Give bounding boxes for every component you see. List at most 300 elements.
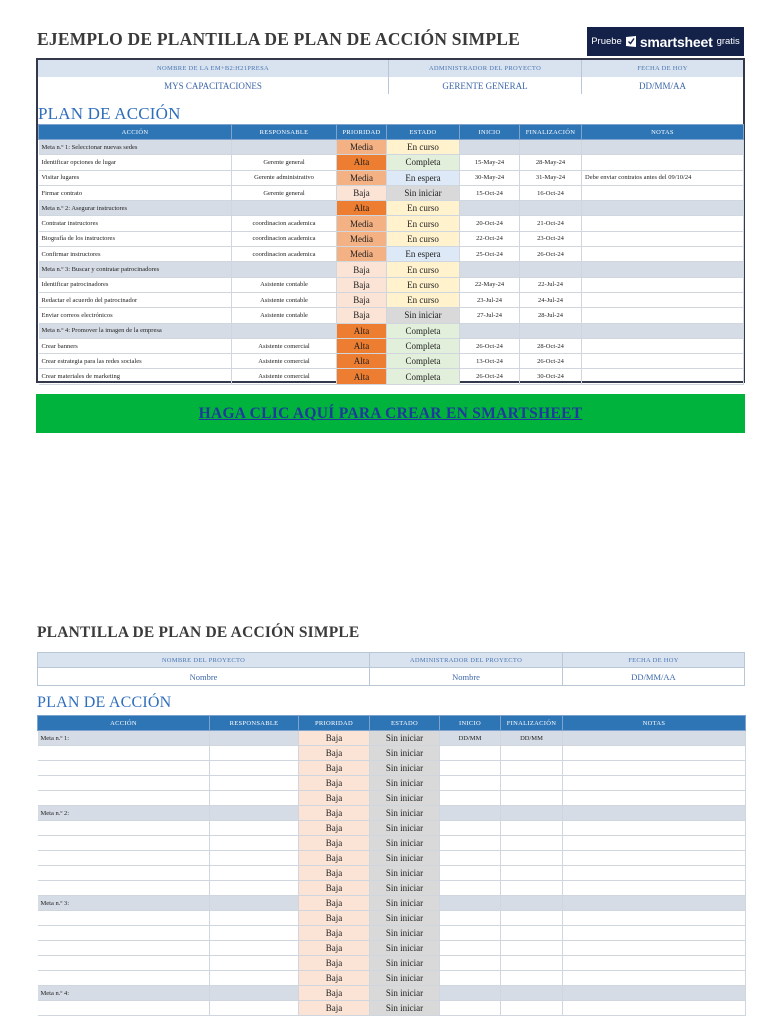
column-header: PRIORIDAD xyxy=(337,125,387,140)
start-date-cell[interactable] xyxy=(440,941,501,956)
priority-cell[interactable]: Baja xyxy=(299,776,370,791)
project-admin-value[interactable]: GERENTE GENERAL xyxy=(389,77,582,94)
responsible-cell[interactable] xyxy=(210,926,299,941)
priority-cell[interactable]: Media xyxy=(337,216,387,231)
notes-cell[interactable] xyxy=(563,971,746,986)
priority-cell[interactable]: Baja xyxy=(299,896,370,911)
action-plan-table xyxy=(38,124,744,385)
notes-cell[interactable] xyxy=(563,866,746,881)
status-cell[interactable]: Sin iniciar xyxy=(370,896,440,911)
today-date-label: FECHA DE HOY xyxy=(628,656,679,664)
notes-cell[interactable] xyxy=(582,369,744,384)
smartsheet-trial-button[interactable] xyxy=(587,27,744,56)
status-cell[interactable]: Completa xyxy=(387,338,460,353)
end-date-cell[interactable]: 30-Oct-24 xyxy=(520,369,582,384)
notes-cell[interactable] xyxy=(582,354,744,369)
action-cell[interactable]: Meta n.º 1: Seleccionar nuevas sedes xyxy=(39,140,232,155)
table-row xyxy=(38,761,746,776)
notes-cell[interactable] xyxy=(582,292,744,307)
action-cell[interactable]: Redactar el acuerdo del patrocinador xyxy=(39,292,232,307)
notes-cell[interactable] xyxy=(582,185,744,200)
notes-cell[interactable] xyxy=(582,216,744,231)
status-cell[interactable]: Completa xyxy=(387,354,460,369)
status-cell[interactable]: Sin iniciar xyxy=(370,926,440,941)
responsible-cell[interactable] xyxy=(210,896,299,911)
responsible-cell[interactable]: coordinacion academica xyxy=(232,216,337,231)
start-date-cell[interactable] xyxy=(440,806,501,821)
notes-cell[interactable] xyxy=(563,791,746,806)
end-date-cell[interactable]: 26-Oct-24 xyxy=(520,354,582,369)
priority-cell[interactable]: Baja xyxy=(299,746,370,761)
priority-cell[interactable]: Baja xyxy=(299,821,370,836)
responsible-cell[interactable] xyxy=(232,323,337,338)
end-date-cell[interactable] xyxy=(501,911,563,926)
end-date-cell[interactable] xyxy=(501,806,563,821)
goal-row xyxy=(39,140,744,155)
action-cell[interactable]: Confirmar instructores xyxy=(39,247,232,262)
notes-cell[interactable] xyxy=(563,776,746,791)
status-cell[interactable]: Sin iniciar xyxy=(370,746,440,761)
priority-cell[interactable]: Baja xyxy=(299,971,370,986)
notes-cell[interactable] xyxy=(563,836,746,851)
responsible-cell[interactable] xyxy=(210,746,299,761)
end-date-cell[interactable]: 28-May-24 xyxy=(520,155,582,170)
priority-cell[interactable]: Baja xyxy=(299,881,370,896)
status-cell[interactable]: Sin iniciar xyxy=(370,956,440,971)
end-date-cell[interactable] xyxy=(501,836,563,851)
action-cell[interactable]: Meta n.º 2: xyxy=(38,806,210,821)
responsible-cell[interactable] xyxy=(210,956,299,971)
action-cell[interactable]: Enviar correos electrónicos xyxy=(39,308,232,323)
create-in-smartsheet-banner[interactable] xyxy=(36,394,745,433)
responsible-cell[interactable]: Gerente administrativo xyxy=(232,170,337,185)
table-row xyxy=(38,836,746,851)
start-date-cell[interactable] xyxy=(440,911,501,926)
start-date-cell[interactable] xyxy=(460,201,520,216)
start-date-cell[interactable] xyxy=(440,956,501,971)
responsible-cell[interactable] xyxy=(210,836,299,851)
notes-cell[interactable] xyxy=(563,911,746,926)
action-cell[interactable] xyxy=(38,926,210,941)
priority-cell[interactable]: Baja xyxy=(299,836,370,851)
table-row xyxy=(38,791,746,806)
status-cell[interactable]: Sin iniciar xyxy=(370,941,440,956)
priority-cell[interactable]: Baja xyxy=(337,277,387,292)
table-row xyxy=(38,881,746,896)
priority-cell[interactable]: Baja xyxy=(337,292,387,307)
start-date-cell[interactable] xyxy=(440,821,501,836)
project-admin-label: ADMINISTRADOR DEL PROYECTO xyxy=(370,653,563,667)
action-cell[interactable]: Crear materiales de marketing xyxy=(39,369,232,384)
action-cell[interactable]: Identificar opciones de lugar xyxy=(39,155,232,170)
start-date-cell[interactable] xyxy=(440,926,501,941)
action-cell[interactable]: Identificar patrocinadores xyxy=(39,277,232,292)
end-date-cell[interactable] xyxy=(501,986,563,1001)
start-date-cell[interactable] xyxy=(440,791,501,806)
end-date-cell[interactable] xyxy=(520,323,582,338)
start-date-cell[interactable]: 30-May-24 xyxy=(460,170,520,185)
priority-cell[interactable]: Baja xyxy=(337,262,387,277)
status-cell[interactable]: Sin iniciar xyxy=(387,185,460,200)
priority-cell[interactable]: Alta xyxy=(337,369,387,384)
start-date-cell[interactable] xyxy=(440,761,501,776)
end-date-cell[interactable] xyxy=(501,821,563,836)
table-row xyxy=(38,956,746,971)
project-admin-label: ADMINISTRADOR DEL PROYECTO xyxy=(389,60,582,77)
project-name-label: NOMBRE DE LA EM+B2:H21PRESA xyxy=(38,60,389,77)
end-date-cell[interactable] xyxy=(501,881,563,896)
status-cell[interactable]: Sin iniciar xyxy=(370,761,440,776)
status-cell[interactable]: Sin iniciar xyxy=(370,881,440,896)
goal-row xyxy=(39,323,744,338)
goal-row xyxy=(38,806,746,821)
priority-cell[interactable]: Baja xyxy=(299,1001,370,1016)
create-in-smartsheet-link[interactable]: HAGA CLIC AQUÍ PARA CREAR EN SMARTSHEET xyxy=(198,404,583,422)
notes-cell[interactable] xyxy=(582,323,744,338)
responsible-cell[interactable]: Asistente contable xyxy=(232,308,337,323)
end-date-cell[interactable]: 22-Jul-24 xyxy=(520,277,582,292)
notes-cell[interactable] xyxy=(582,140,744,155)
status-cell[interactable]: En espera xyxy=(387,170,460,185)
template-plan-title: PLAN DE ACCIÓN xyxy=(37,694,172,711)
table-header-row xyxy=(39,125,744,140)
priority-cell[interactable]: Baja xyxy=(299,911,370,926)
notes-cell[interactable] xyxy=(563,851,746,866)
end-date-cell[interactable]: 23-Oct-24 xyxy=(520,231,582,246)
goal-row xyxy=(38,731,746,746)
status-cell[interactable]: En curso xyxy=(387,216,460,231)
action-cell[interactable]: Biografía de los instructores xyxy=(39,231,232,246)
end-date-cell[interactable]: DD/MM xyxy=(501,731,563,746)
end-date-cell[interactable]: 26-Oct-24 xyxy=(520,247,582,262)
priority-cell[interactable]: Baja xyxy=(299,956,370,971)
status-cell[interactable]: Sin iniciar xyxy=(370,911,440,926)
action-cell[interactable]: Meta n.º 4: xyxy=(38,986,210,1001)
status-cell[interactable]: Sin iniciar xyxy=(370,791,440,806)
status-cell[interactable]: En curso xyxy=(387,262,460,277)
notes-cell[interactable] xyxy=(582,201,744,216)
action-cell[interactable]: Meta n.º 3: xyxy=(38,896,210,911)
end-date-cell[interactable]: 28-Jul-24 xyxy=(520,308,582,323)
smartsheet-logo-icon xyxy=(626,36,636,47)
start-date-cell[interactable] xyxy=(440,971,501,986)
notes-cell[interactable] xyxy=(563,941,746,956)
end-date-cell[interactable] xyxy=(501,761,563,776)
start-date-cell[interactable]: 20-Oct-24 xyxy=(460,216,520,231)
priority-cell[interactable]: Media xyxy=(337,247,387,262)
action-cell[interactable] xyxy=(38,911,210,926)
action-cell[interactable] xyxy=(38,1001,210,1016)
priority-cell[interactable]: Media xyxy=(337,231,387,246)
start-date-cell[interactable]: 15-Oct-24 xyxy=(460,185,520,200)
today-date-label: FECHA DE HOY xyxy=(637,65,688,72)
priority-cell[interactable]: Alta xyxy=(337,155,387,170)
action-cell[interactable]: Firmar contrato xyxy=(39,185,232,200)
responsible-cell[interactable]: Gerente general xyxy=(232,185,337,200)
responsible-cell[interactable] xyxy=(210,851,299,866)
project-name-value[interactable]: Nombre xyxy=(38,668,370,685)
responsible-cell[interactable] xyxy=(232,140,337,155)
start-date-cell[interactable] xyxy=(440,836,501,851)
start-date-cell[interactable]: 15-May-24 xyxy=(460,155,520,170)
project-admin-value[interactable]: Nombre xyxy=(370,668,563,685)
start-date-cell[interactable] xyxy=(440,986,501,1001)
priority-cell[interactable]: Baja xyxy=(337,185,387,200)
goal-row xyxy=(39,262,744,277)
table-row xyxy=(39,185,744,200)
action-cell[interactable]: Meta n.º 1: xyxy=(38,731,210,746)
end-date-cell[interactable]: 16-Oct-24 xyxy=(520,185,582,200)
responsible-cell[interactable]: coordinacion academica xyxy=(232,231,337,246)
status-cell[interactable]: Sin iniciar xyxy=(370,836,440,851)
notes-cell[interactable] xyxy=(563,806,746,821)
status-cell[interactable]: En curso xyxy=(387,292,460,307)
priority-cell[interactable]: Media xyxy=(337,140,387,155)
priority-cell[interactable]: Baja xyxy=(299,761,370,776)
status-cell[interactable]: Completa xyxy=(387,323,460,338)
action-cell[interactable] xyxy=(38,836,210,851)
end-date-cell[interactable] xyxy=(501,941,563,956)
status-cell[interactable]: En curso xyxy=(387,231,460,246)
priority-cell[interactable]: Baja xyxy=(299,941,370,956)
responsible-cell[interactable]: Gerente general xyxy=(232,155,337,170)
start-date-cell[interactable] xyxy=(440,896,501,911)
responsible-cell[interactable]: Asistente contable xyxy=(232,277,337,292)
column-header: ACCIÓN xyxy=(38,716,210,731)
start-date-cell[interactable]: 23-Jul-24 xyxy=(460,292,520,307)
priority-cell[interactable]: Baja xyxy=(299,866,370,881)
action-cell[interactable]: Visitar lugares xyxy=(39,170,232,185)
status-cell[interactable]: Sin iniciar xyxy=(370,1001,440,1016)
end-date-cell[interactable] xyxy=(501,776,563,791)
start-date-cell[interactable]: 22-Oct-24 xyxy=(460,231,520,246)
end-date-cell[interactable]: 24-Jul-24 xyxy=(520,292,582,307)
responsible-cell[interactable] xyxy=(210,776,299,791)
start-date-cell[interactable] xyxy=(460,262,520,277)
status-cell[interactable]: En curso xyxy=(387,201,460,216)
priority-cell[interactable]: Alta xyxy=(337,354,387,369)
priority-cell[interactable]: Baja xyxy=(299,851,370,866)
column-header: NOTAS xyxy=(582,125,744,140)
start-date-cell[interactable] xyxy=(440,746,501,761)
status-cell[interactable]: Completa xyxy=(387,369,460,384)
status-cell[interactable]: Sin iniciar xyxy=(370,776,440,791)
status-cell[interactable]: Sin iniciar xyxy=(370,971,440,986)
notes-cell[interactable] xyxy=(563,956,746,971)
action-cell[interactable] xyxy=(38,791,210,806)
responsible-cell[interactable] xyxy=(232,201,337,216)
end-date-cell[interactable] xyxy=(501,866,563,881)
notes-cell[interactable] xyxy=(563,731,746,746)
start-date-cell[interactable]: 13-Oct-24 xyxy=(460,354,520,369)
responsible-cell[interactable] xyxy=(232,262,337,277)
notes-cell[interactable] xyxy=(563,896,746,911)
start-date-cell[interactable]: DD/MM xyxy=(440,731,501,746)
action-cell[interactable] xyxy=(38,851,210,866)
status-cell[interactable]: Sin iniciar xyxy=(370,806,440,821)
project-name-value[interactable]: MYS CAPACITACIONES xyxy=(38,77,389,94)
priority-cell[interactable]: Baja xyxy=(299,986,370,1001)
action-cell[interactable]: Meta n.º 3: Buscar y contratar patrocinadores xyxy=(39,262,232,277)
action-cell[interactable]: Meta n.º 4: Promover la imagen de la empresa xyxy=(39,323,232,338)
end-date-cell[interactable]: 21-Oct-24 xyxy=(520,216,582,231)
table-row xyxy=(39,369,744,384)
table-row xyxy=(38,971,746,986)
table-row xyxy=(39,170,744,185)
notes-cell[interactable] xyxy=(582,308,744,323)
template-project-info-header xyxy=(37,652,745,668)
end-date-cell[interactable] xyxy=(520,201,582,216)
status-cell[interactable]: Completa xyxy=(387,155,460,170)
status-cell[interactable]: Sin iniciar xyxy=(370,731,440,746)
status-cell[interactable]: En curso xyxy=(387,277,460,292)
action-plan-title: PLAN DE ACCIÓN xyxy=(38,104,181,123)
today-date-value[interactable]: DD/MM/AA xyxy=(638,80,686,91)
notes-cell[interactable] xyxy=(563,746,746,761)
start-date-cell[interactable] xyxy=(460,140,520,155)
project-name-label: NOMBRE DEL PROYECTO xyxy=(38,653,370,667)
column-header: NOTAS xyxy=(563,716,746,731)
action-cell[interactable] xyxy=(38,821,210,836)
table-row xyxy=(39,216,744,231)
status-cell[interactable]: Sin iniciar xyxy=(370,986,440,1001)
start-date-cell[interactable] xyxy=(440,881,501,896)
notes-cell[interactable] xyxy=(582,262,744,277)
action-cell[interactable] xyxy=(38,941,210,956)
start-date-cell[interactable] xyxy=(440,1001,501,1016)
responsible-cell[interactable]: Asistente contable xyxy=(232,292,337,307)
notes-cell[interactable] xyxy=(582,277,744,292)
status-cell[interactable]: Sin iniciar xyxy=(370,851,440,866)
end-date-cell[interactable] xyxy=(501,896,563,911)
action-cell[interactable] xyxy=(38,746,210,761)
priority-cell[interactable]: Baja xyxy=(299,806,370,821)
status-cell[interactable]: Sin iniciar xyxy=(370,821,440,836)
action-cell[interactable] xyxy=(38,956,210,971)
responsible-cell[interactable] xyxy=(210,1001,299,1016)
action-cell[interactable] xyxy=(38,866,210,881)
table-row xyxy=(38,941,746,956)
end-date-cell[interactable] xyxy=(501,1001,563,1016)
responsible-cell[interactable] xyxy=(210,866,299,881)
status-cell[interactable]: Sin iniciar xyxy=(387,308,460,323)
start-date-cell[interactable]: 25-Oct-24 xyxy=(460,247,520,262)
responsible-cell[interactable] xyxy=(210,941,299,956)
notes-cell[interactable] xyxy=(563,881,746,896)
responsible-cell[interactable]: Asistente comercial xyxy=(232,354,337,369)
table-row xyxy=(38,821,746,836)
responsible-cell[interactable] xyxy=(210,761,299,776)
responsible-cell[interactable] xyxy=(210,731,299,746)
status-cell[interactable]: En curso xyxy=(387,140,460,155)
priority-cell[interactable]: Baja xyxy=(299,731,370,746)
table-row xyxy=(38,746,746,761)
end-date-cell[interactable] xyxy=(501,926,563,941)
responsible-cell[interactable]: coordinacion academica xyxy=(232,247,337,262)
start-date-cell[interactable]: 26-Oct-24 xyxy=(460,338,520,353)
end-date-cell[interactable] xyxy=(501,851,563,866)
responsible-cell[interactable]: Asistente comercial xyxy=(232,338,337,353)
table-row xyxy=(38,776,746,791)
notes-cell[interactable] xyxy=(563,986,746,1001)
today-date-value[interactable]: DD/MM/AA xyxy=(631,671,676,682)
table-row xyxy=(39,354,744,369)
action-cell[interactable] xyxy=(38,761,210,776)
responsible-cell[interactable] xyxy=(210,971,299,986)
priority-cell[interactable]: Baja xyxy=(337,308,387,323)
notes-cell[interactable] xyxy=(563,1001,746,1016)
end-date-cell[interactable] xyxy=(501,956,563,971)
action-cell[interactable]: Contratar instructores xyxy=(39,216,232,231)
notes-cell[interactable] xyxy=(582,155,744,170)
responsible-cell[interactable] xyxy=(210,806,299,821)
action-cell[interactable]: Meta n.º 2: Asegurar instructores xyxy=(39,201,232,216)
notes-cell[interactable] xyxy=(582,231,744,246)
responsible-cell[interactable] xyxy=(210,791,299,806)
action-cell[interactable]: Crear banners xyxy=(39,338,232,353)
start-date-cell[interactable] xyxy=(440,776,501,791)
end-date-cell[interactable] xyxy=(520,140,582,155)
end-date-cell[interactable] xyxy=(501,971,563,986)
end-date-cell[interactable] xyxy=(501,791,563,806)
end-date-cell[interactable] xyxy=(520,262,582,277)
start-date-cell[interactable] xyxy=(440,851,501,866)
column-header: FINALIZACIÓN xyxy=(501,716,563,731)
start-date-cell[interactable]: 27-Jul-24 xyxy=(460,308,520,323)
notes-cell[interactable] xyxy=(582,338,744,353)
start-date-cell[interactable] xyxy=(440,866,501,881)
table-row xyxy=(39,338,744,353)
responsible-cell[interactable]: Asistente comercial xyxy=(232,369,337,384)
priority-cell[interactable]: Alta xyxy=(337,338,387,353)
goal-row xyxy=(39,201,744,216)
notes-cell[interactable] xyxy=(582,247,744,262)
priority-cell[interactable]: Media xyxy=(337,170,387,185)
table-row xyxy=(38,851,746,866)
project-info-values xyxy=(38,77,743,94)
start-date-cell[interactable]: 26-Oct-24 xyxy=(460,369,520,384)
end-date-cell[interactable]: 31-May-24 xyxy=(520,170,582,185)
responsible-cell[interactable] xyxy=(210,881,299,896)
responsible-cell[interactable] xyxy=(210,821,299,836)
table-row xyxy=(38,1001,746,1016)
responsible-cell[interactable] xyxy=(210,986,299,1001)
column-header: ACCIÓN xyxy=(39,125,232,140)
table-row xyxy=(39,308,744,323)
priority-cell[interactable]: Alta xyxy=(337,323,387,338)
priority-cell[interactable]: Baja xyxy=(299,791,370,806)
priority-cell[interactable]: Alta xyxy=(337,201,387,216)
action-cell[interactable]: Crear estrategia para las redes sociales xyxy=(39,354,232,369)
template-title: PLANTILLA DE PLAN DE ACCIÓN SIMPLE xyxy=(37,624,360,641)
notes-cell[interactable] xyxy=(563,821,746,836)
priority-cell[interactable]: Baja xyxy=(299,926,370,941)
end-date-cell[interactable]: 28-Oct-24 xyxy=(520,338,582,353)
notes-cell[interactable] xyxy=(563,761,746,776)
action-cell[interactable] xyxy=(38,881,210,896)
notes-cell[interactable] xyxy=(563,926,746,941)
action-cell[interactable] xyxy=(38,776,210,791)
column-header: ESTADO xyxy=(370,716,440,731)
start-date-cell[interactable]: 22-May-24 xyxy=(460,277,520,292)
status-cell[interactable]: En espera xyxy=(387,247,460,262)
responsible-cell[interactable] xyxy=(210,911,299,926)
start-date-cell[interactable] xyxy=(460,323,520,338)
end-date-cell[interactable] xyxy=(501,746,563,761)
status-cell[interactable]: Sin iniciar xyxy=(370,866,440,881)
action-cell[interactable] xyxy=(38,971,210,986)
notes-cell[interactable]: Debe enviar contratos antes del 09/10/24 xyxy=(582,170,744,185)
